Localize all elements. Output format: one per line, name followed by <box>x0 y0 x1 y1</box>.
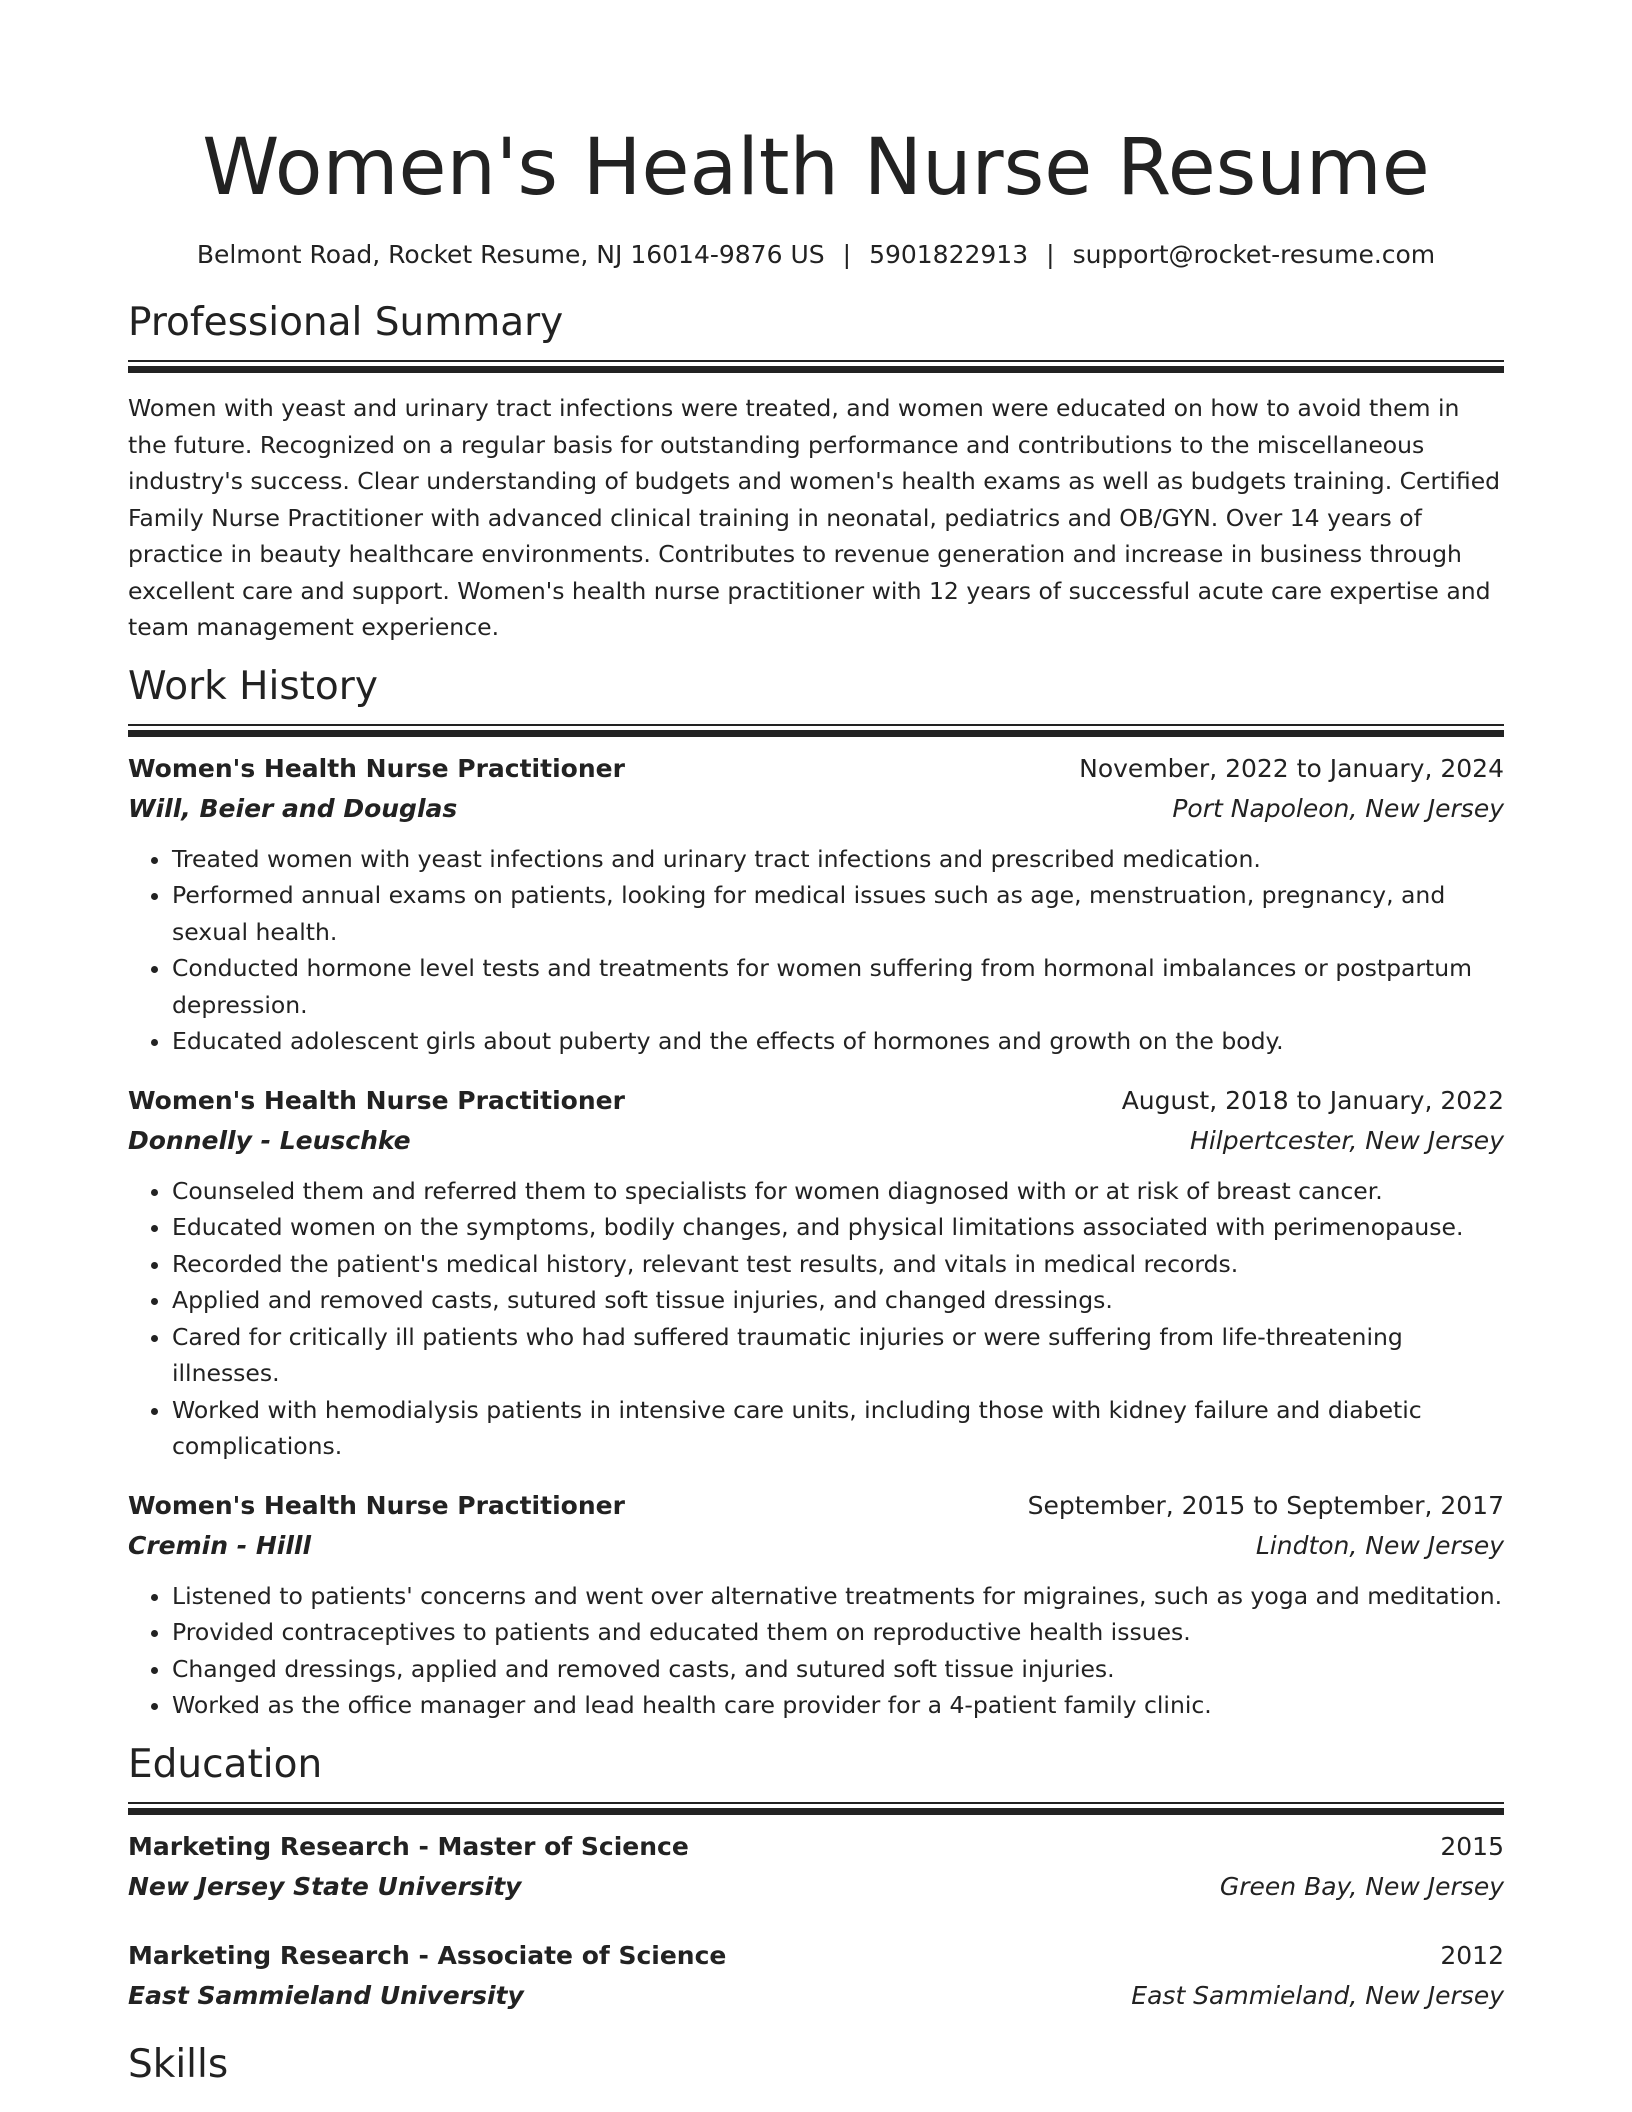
list-item: • Treated women with yeast infections and urinary tract infections and prescribed medication. <box>172 841 1504 878</box>
section-rule <box>128 360 1504 373</box>
job-entry <box>128 749 1504 1060</box>
list-item: • Counseled them and referred them to specialists for women diagnosed with or at risk of breast cancer. <box>172 1173 1504 1210</box>
education-entry <box>128 1936 1504 2016</box>
job-entry <box>128 1081 1504 1465</box>
summary-text: Women with yeast and urinary tract infections were treated, and women were educated on how to avoid them in the future. Recognized on a regular basis for outstanding performance and contributions to the miscellaneous industry's success. Clear understanding of budgets and women's health exams as well as budgets training. Certified Family Nurse Practitioner with advanced clinical training in neonatal, pediatrics and OB/GYN. Over 14 years of practice in beauty healthcare environments. Contributes to revenue generation and increase in business through excellent care and support. Women's health nurse practitioner with 12 years of successful acute care expertise and team management experience. <box>128 394 1501 641</box>
contact-separator: | <box>1046 240 1055 269</box>
section-rule <box>128 1802 1504 1815</box>
section-rule <box>128 724 1504 737</box>
contact-phone: 5901822913 <box>869 240 1029 269</box>
job-company: Cremin - Hilll <box>128 1530 312 1560</box>
job-header-row <box>128 749 1504 789</box>
education-school: East Sammieland University <box>128 1980 524 2010</box>
education-school: New Jersey State University <box>128 1871 522 1901</box>
list-item: • Worked as the office manager and lead health care provider for a 4-patient family clinic. <box>172 1687 1504 1724</box>
education-degree: Marketing Research - Master of Science <box>128 1831 689 1861</box>
job-location: Hilpertcester, New Jersey <box>1190 1125 1504 1155</box>
list-item: • Cared for critically ill patients who had suffered traumatic injuries or were suffering from life-threatening illnesses. <box>172 1319 1504 1392</box>
job-dates: November, 2022 to January, 2024 <box>1079 753 1504 783</box>
list-item: • Provided contraceptives to patients and educated them on reproductive health issues. <box>172 1614 1504 1651</box>
work-section <box>128 662 1504 1724</box>
list-item: • Listened to patients' concerns and went over alternative treatments for migraines, such as yoga and meditation. <box>172 1578 1504 1615</box>
contact-address: Belmont Road, Rocket Resume, NJ 16014-9876 US <box>196 240 825 269</box>
job-sub-row <box>128 789 1504 829</box>
section-heading-skills: Skills <box>128 2041 229 2087</box>
education-section <box>128 1740 1504 2016</box>
summary-section <box>128 298 1504 646</box>
section-heading-summary: Professional Summary <box>128 300 564 345</box>
job-company: Will, Beier and Douglas <box>128 793 458 823</box>
list-item: • Educated women on the symptoms, bodily changes, and physical limitations associated with perimenopause. <box>172 1209 1504 1246</box>
job-sub-row <box>128 1526 1504 1566</box>
list-item: • Worked with hemodialysis patients in intensive care units, including those with kidney failure and diabetic complications. <box>172 1392 1504 1465</box>
resume-content <box>128 116 1504 2090</box>
section-heading-work: Work History <box>128 663 378 709</box>
job-bullets <box>128 1578 1504 1724</box>
job-header-row <box>128 1081 1504 1121</box>
list-item: • Recorded the patient's medical history, relevant test results, and vitals in medical records. <box>172 1246 1504 1283</box>
list-item: • Applied and removed casts, sutured soft tissue injuries, and changed dressings. <box>172 1282 1504 1319</box>
job-sub-row <box>128 1121 1504 1161</box>
job-header-row <box>128 1486 1504 1526</box>
list-item: • Educated adolescent girls about puberty and the effects of hormones and growth on the body. <box>172 1023 1504 1060</box>
contact-separator: | <box>842 240 852 269</box>
contact-line <box>128 238 1504 272</box>
job-entry <box>128 1486 1504 1724</box>
education-year: 2015 <box>1440 1831 1504 1861</box>
education-location: East Sammieland, New Jersey <box>1131 1980 1504 2010</box>
job-company: Donnelly - Leuschke <box>128 1125 411 1155</box>
job-title: Women's Health Nurse Practitioner <box>128 1085 625 1115</box>
education-sub-row <box>128 1867 1504 1907</box>
education-location: Green Bay, New Jersey <box>1219 1871 1504 1901</box>
list-item: • Changed dressings, applied and removed casts, and sutured soft tissue injuries. <box>172 1651 1504 1688</box>
job-dates: August, 2018 to January, 2022 <box>1121 1085 1504 1115</box>
list-item: • Performed annual exams on patients, looking for medical issues such as age, menstruation, pregnancy, and sexual health. <box>172 877 1504 950</box>
list-item: • Conducted hormone level tests and treatments for women suffering from hormonal imbalances or postpartum depression. <box>172 950 1504 1023</box>
section-heading-education: Education <box>128 1741 323 1787</box>
skills-section <box>128 2040 1504 2090</box>
job-title: Women's Health Nurse Practitioner <box>128 753 625 783</box>
contact-email: support@rocket-resume.com <box>1072 240 1436 269</box>
job-location: Lindton, New Jersey <box>1255 1530 1504 1560</box>
education-sub-row <box>128 1976 1504 2016</box>
education-year: 2012 <box>1440 1940 1504 1970</box>
job-location: Port Napoleon, New Jersey <box>1172 793 1504 823</box>
education-degree: Marketing Research - Associate of Science <box>128 1940 727 1970</box>
job-dates: September, 2015 to September, 2017 <box>1027 1490 1504 1520</box>
job-bullets <box>128 841 1504 1060</box>
job-title: Women's Health Nurse Practitioner <box>128 1490 625 1520</box>
education-entry <box>128 1827 1504 1907</box>
education-header-row <box>128 1827 1504 1867</box>
education-header-row <box>128 1936 1504 1976</box>
job-bullets <box>128 1173 1504 1465</box>
resume-title: Women's Health Nurse Resume <box>202 123 1430 213</box>
